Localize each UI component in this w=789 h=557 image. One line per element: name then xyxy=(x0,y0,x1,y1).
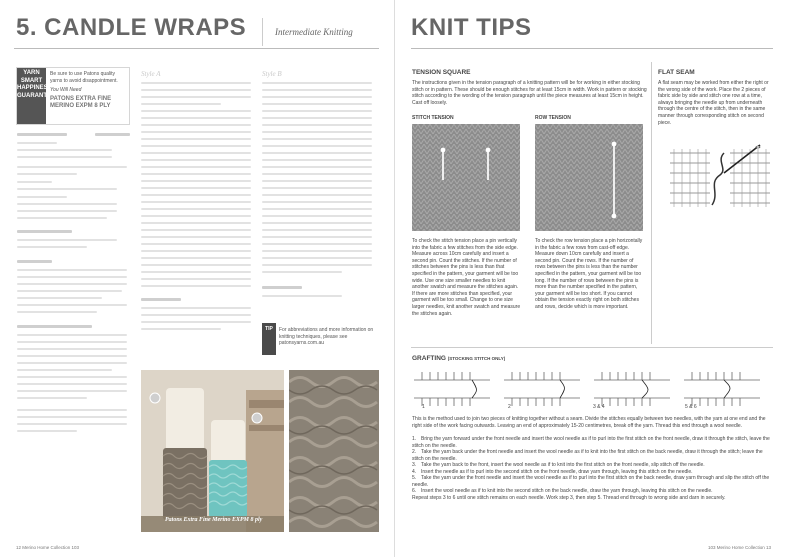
yarn-smart-box xyxy=(16,67,130,125)
header-divider xyxy=(262,18,263,46)
column-divider xyxy=(651,62,652,344)
photo-caption: Patons Extra Fine Merino EXPM 8 ply xyxy=(165,517,263,523)
graft-label-1: 1 xyxy=(422,404,425,410)
page-title: 5. CANDLE WRAPS xyxy=(16,14,247,41)
step-text: Take the yarn back to the front, insert the wool needle as if to knit into the first stitch on the front needle, slip stitch off the needle. xyxy=(421,462,705,468)
grafting-subtitle: (STOCKING STITCH ONLY) xyxy=(447,356,506,361)
grafting-step: 6. Insert the wool needle as if to knit into the second stitch on the back needle, draw the yarn through, leaving this stitch on the needle. xyxy=(412,488,713,494)
stitch-tension-swatch xyxy=(412,124,520,231)
header-rule xyxy=(14,48,379,49)
style-a-heading: Style A xyxy=(141,70,161,78)
step-text: Take the yarn under the front needle and insert the wool needle as if to purl into the first stitch on the back needle, draw yarn through and slip the stitch off the needle. xyxy=(412,475,770,488)
grafting-step: 5. Take the yarn under the front needle and insert the wool needle as if to purl into the first stitch on the back needle, draw yarn through and slip the stitch off the needle. xyxy=(412,475,770,488)
step-text: Take the yarn back under the front needle and insert the wool needle as if to knit into the first stitch on the back needle, draw it through the stitch; leave the stitch on the needle. xyxy=(412,449,763,462)
grafting-intro: This is the method used to join two pieces of knitting together without a seam. Divide the stitches equally between two needles, with the yarn at one end and the right side of the work facing outwards. Leaving an end of approximately 15-20 centimetres, break off the yarn. Thread this end through a wool needle. xyxy=(412,416,766,429)
pattern-level: Intermediate Knitting xyxy=(275,27,353,37)
knit-texture-illustration xyxy=(289,370,379,532)
you-will-need: You Will Need xyxy=(50,87,82,93)
candle-wraps-illustration xyxy=(141,370,284,532)
yarn-note: Be sure to use Patons quality yarns to avoid disappointment. xyxy=(50,71,118,84)
flat-seam-diagram xyxy=(670,143,770,211)
candle-wraps-photo xyxy=(141,370,284,532)
section-rule xyxy=(411,347,773,348)
graft-label-2: 2 xyxy=(508,404,511,410)
grafting-steps-tail: Repeat steps 3 to 6 until one stitch remains on each needle. Work step 3, then step 5. Thread end through to wrong side and darn in securely. xyxy=(412,494,726,501)
grafting-step: 3. Take the yarn back to the front, insert the wool needle as if to knit into the first stitch on the front needle, slip stitch off the needle. xyxy=(412,462,705,468)
graft-label-3: 3 & 4 xyxy=(593,404,605,410)
grafting-heading xyxy=(412,355,505,362)
header-rule xyxy=(411,48,773,49)
page-title: KNIT TIPS xyxy=(411,14,532,41)
grafting-steps xyxy=(412,436,772,501)
style-b-heading: Style B xyxy=(262,70,282,78)
knit-texture-photo xyxy=(289,370,379,532)
row-tension-label: ROW TENSION xyxy=(535,115,571,121)
stitch-tension-knit-image xyxy=(412,124,520,231)
grafting-step: 1. Bring the yarn forward under the front needle and insert the wool needle as if to purl into the first stitch on the front needle, draw it through the stitch, leave the stitch on the needle. xyxy=(412,436,770,449)
stitch-tension-label: STITCH TENSION xyxy=(412,115,454,121)
graft-label-4: 5 & 6 xyxy=(685,404,697,410)
flat-seam-illustration xyxy=(670,143,770,211)
step-text: Bring the yarn forward under the front needle and insert the wool needle as if to purl into the first stitch on the front needle, draw it through the stitch, leave the stitch on the needle. xyxy=(412,436,770,449)
row-tension-knit-image xyxy=(535,124,643,231)
row-tension-swatch xyxy=(535,124,643,231)
stitch-tension-text: To check the stitch tension place a pin vertically into the fabric a few stitches from the side edge. Measure across 10cm carefully and insert a second pin. Count the stitches. If the number of stitches between the pins is less than that specified in the pattern, your garment will be too wide. Use one size smaller needles to knit another swatch and measure the stitches again. If there are more stitches than specified, your garment will be too small. Change to one size larger needles, knit another swatch and measure the stitches again. xyxy=(412,238,521,317)
page-footer-left: 12 Merino Home Collection 103 xyxy=(16,545,80,550)
page-footer-right: 103 Merino Home Collection 13 xyxy=(707,545,771,550)
step-text: Insert the needle as if to purl into the second stitch on the front needle, draw yarn through, leaving this stitch on the needle. xyxy=(421,468,693,475)
tension-square-heading: TENSION SQUARE xyxy=(412,69,471,76)
row-tension-text: To check the row tension place a pin horizontally in the fabric a few rows from cast-off edge. Measure down 10cm carefully and insert a second pin. Count the rows. If the number of rows between the pins is less than the number specified in the pattern, your garment will be too long. If the number of rows between the pins is more than the number specified in the pattern, your garment will be too short. If you cannot obtain the tension exactly right on both stitches and rows, decide which is more important. xyxy=(535,238,643,310)
tip-text: For abbreviations and more information on knitting techniques, please see patonsyarns.com.au xyxy=(279,327,374,346)
step-text: Insert the wool needle as if to knit into the second stitch on the back needle, draw the yarn through, leaving this stitch on the needle. xyxy=(421,488,713,494)
grafting-step: 4. Insert the needle as if to purl into the second stitch on the front needle, draw yarn through, leaving this stitch on the needle. xyxy=(412,468,693,475)
tip-badge: TIP xyxy=(262,323,276,355)
flat-seam-heading: FLAT SEAM xyxy=(658,69,695,76)
flat-seam-text: A flat seam may be worked from either the right or the wrong side of the work. Place the 2 pieces of fabric side by side and stitch one row at a time, always bringing the needle up from underneath through the centre of the stitch, then in the same manner through corresponding stitch on second piece. xyxy=(658,80,769,126)
grafting-step: 2. Take the yarn back under the front needle and insert the wool needle as if to knit into the first stitch on the back needle, draw it through the stitch; leave the stitch on the needle. xyxy=(412,449,763,462)
yarn-smart-logo: YARN SMART HAPPINESS GUARANTEED xyxy=(17,68,46,124)
tension-intro: The instructions given in the tension paragraph of a knitting pattern will be for working in either stocking stitch or in pattern. These should be enough stitches for at least 15cm in width. Work in pattern or stocking stitch according to the wording of the tension paragraph until the piece measures at least 15cm in height. Cast off loosely. xyxy=(412,80,647,106)
right-page xyxy=(395,0,789,557)
yarn-info xyxy=(50,71,126,110)
grafting-title: GRAFTING xyxy=(412,355,446,362)
yarn-name: PATONS EXTRA FINE MERINO EXPM 8 PLY xyxy=(50,95,112,109)
